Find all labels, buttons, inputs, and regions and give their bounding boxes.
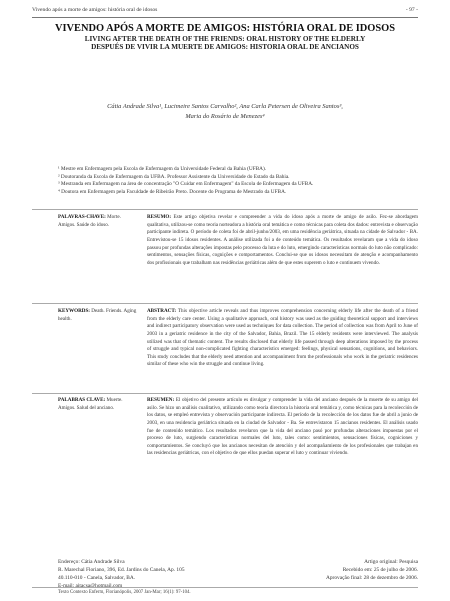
affiliation-2: ² Doutoranda da Escola de Enfermagem da UFBA. Professor Assistente da Universidade do Estado da Bahia.	[58, 173, 290, 180]
email-line: E-mail: aitacsa@hotmail.com	[58, 583, 123, 590]
approval-date: Aprovação final: 28 de dezembro de 2006.	[325, 575, 418, 582]
affiliation-1: ¹ Mestre em Enfermagem pela Escola de Enfermagem da Universidade Federal da Bahia (UFBA).	[58, 166, 267, 172]
abstract-label: RESUMO:	[147, 214, 172, 220]
keywords-label: KEYWORDS:	[58, 308, 90, 314]
article-titles	[40, 23, 410, 52]
title-spanish: DESPUÉS DE VIVIR LA MUERTE DE AMIGOS: HISTORIA ORAL DE ANCIANOS	[91, 43, 359, 52]
affiliation-3: ³ Mestranda em Enfermagem na área de concentração "O Cuidar em Enfermagem" da Escola de Enfermagem da UFBA.	[58, 181, 314, 188]
abstract-block-pt	[58, 214, 418, 306]
correspondence-address	[58, 558, 185, 590]
affiliation-4: ⁴ Doutora em Enfermagem pela Faculdade de Ribeirão Preto. Docente do Programa de Mestrado da UFBA.	[58, 189, 287, 196]
section-divider	[32, 303, 418, 304]
abstract-label: RESUMEN:	[147, 397, 175, 403]
section-divider	[32, 209, 418, 210]
abstract-block-en	[58, 308, 418, 394]
abstract-en	[147, 308, 418, 369]
abstract-es	[147, 397, 418, 458]
abstract-block-es	[58, 397, 418, 477]
title-portuguese: VIVENDO APÓS A MORTE DE AMIGOS: HISTÓRIA ORAL DE IDOSOS	[55, 23, 395, 34]
address-line: R. Marechal Floriano, 396, Ed. Jardins do Canela, Ap. 105	[58, 567, 185, 574]
footer-rule	[32, 587, 418, 588]
running-title: Vivendo após a morte de amigos: história oral de idosos	[32, 7, 158, 13]
keywords-text: Muerte. Amigos. Salud del anciano.	[58, 397, 123, 411]
article-type: Artigo original: Pesquisa	[364, 559, 418, 565]
address-line: Endereço: Cátia Andrade Silva	[58, 559, 125, 565]
abstract-text: El objetivo del presente artículo es divulgar y comprender la vida del anciano después de la muerte de su amigo del asilo. Se hizo un análisis cualitativo, utilizando como teoría directora la historia oral temática y, como técnicas para la recolección de los datos, se empleó entrevista y observación participante indirecta. El período de la recolección de los datos fue de abril a junio de 2003, en una residencia geriátrica situada en la ciudad de Salvador - Ba. Se entrevistaron 15 ancianos residentes. El análisis usado fue de contenido temático. Los resultados revelaron que la vida del anciano pasó por profundas alteraciones impuestas por el proceso de luto, surgiendo características normales del luto, tales como: sentimientos, sensaciones físicas, cogniciones y comportamientos. Se concluyó que los ancianos necesitan de atención y del acompañamiento de los profesionales que trabajan en las residencias geriátricas, con el objetivo de que ellos puedan superar el luto y continuar viviendo.	[147, 397, 418, 457]
abstract-text: This objective article reveals and thus improves comprehension concerning elderly life after the death of a friend from the elderly care center. Using a qualitative approach, oral history was used as the guiding theoretical support and interviews and indirect participatory observation were used as techniques for data collection. The period of collection was from April to June of 2003 in a geriatric residence in the city of the Salvador, Bahia, Brazil. The 15 elderly residents were interviewed. The analysis utilized was that of thematic content. The results disclosed that elderly life passed through deep alterations imposed by the process of struggle and typical non-complicated fighting characteristics emerged: feelings, physical sensations, cognitions, and behaviors. This study concludes that the elderly need attention and accompaniment from the professionals who work in the geriatric residences similar of these who win the struggle and continue living.	[147, 308, 419, 368]
abstract-text: Este artigo objetiva revelar e compreender a vida do idoso após a morte de amigo de asilo. Fez-se abordagem qualitativa, utilizou-se como teoria norteadora a história oral temática e como técnicas para coleta dos dados: entrevista e observação participante indireta. O período de coleta foi de abril-junho/2003, em uma residência geriátrica, situada na cidade de Salvador - BA. Entrevistou-se 15 idosos residentes. A análise utilizada foi a de conteúdo temática. Os resultados revelaram que a vida do idoso passou por profundas alterações impostas pelo processo da luta e do luto, emergindo características normais do luto não complicado: sentimentos, sensações físicas, cognições e comportamentos. Conclui-se que os idosos necessitam de atenção e acompanhamento dos profissionais que trabalham nas residências geriátricas além de que estes superem o luto e continuem vivendo.	[147, 214, 418, 266]
keywords-text: Death. Friends. Aging health.	[58, 308, 137, 322]
journal-citation: Texto Contexto Enferm, Florianópolis, 2007 Jan-Mar; 16(1): 97-104.	[58, 590, 191, 595]
address-line: 40.110-010 - Canela, Salvador, BA.	[58, 575, 136, 582]
section-divider	[32, 393, 418, 394]
abstract-label: ABSTRACT:	[147, 308, 177, 314]
page-number: - 97 -	[405, 7, 418, 13]
received-date: Recebido em: 25 de julho de 2006.	[342, 567, 418, 574]
article-dates	[326, 558, 418, 582]
author-list	[40, 102, 410, 122]
header-rule	[32, 17, 418, 18]
keywords-label: PALAVRAS-CHAVE:	[58, 214, 106, 220]
title-english: LIVING AFTER THE DEATH OF THE FRIENDS: ORAL HISTORY OF THE ELDERLY	[84, 34, 366, 43]
keywords-en	[58, 308, 138, 323]
abstract-pt	[147, 214, 418, 267]
keywords-es	[58, 397, 138, 412]
keywords-pt	[58, 214, 138, 229]
affiliations	[58, 166, 414, 197]
keywords-label: PALABRAS CLAVE:	[58, 397, 106, 403]
authors-line-1: Cátia Andrade Silva¹, Lucimeire Santos Carvalho², Ana Carla Petersen de Oliveira Santos³,	[107, 103, 343, 110]
authors-line-2: Maria do Rosário de Menezes⁴	[185, 112, 265, 120]
keywords-text: Morte. Amigos. Saúde do idoso.	[58, 214, 121, 228]
